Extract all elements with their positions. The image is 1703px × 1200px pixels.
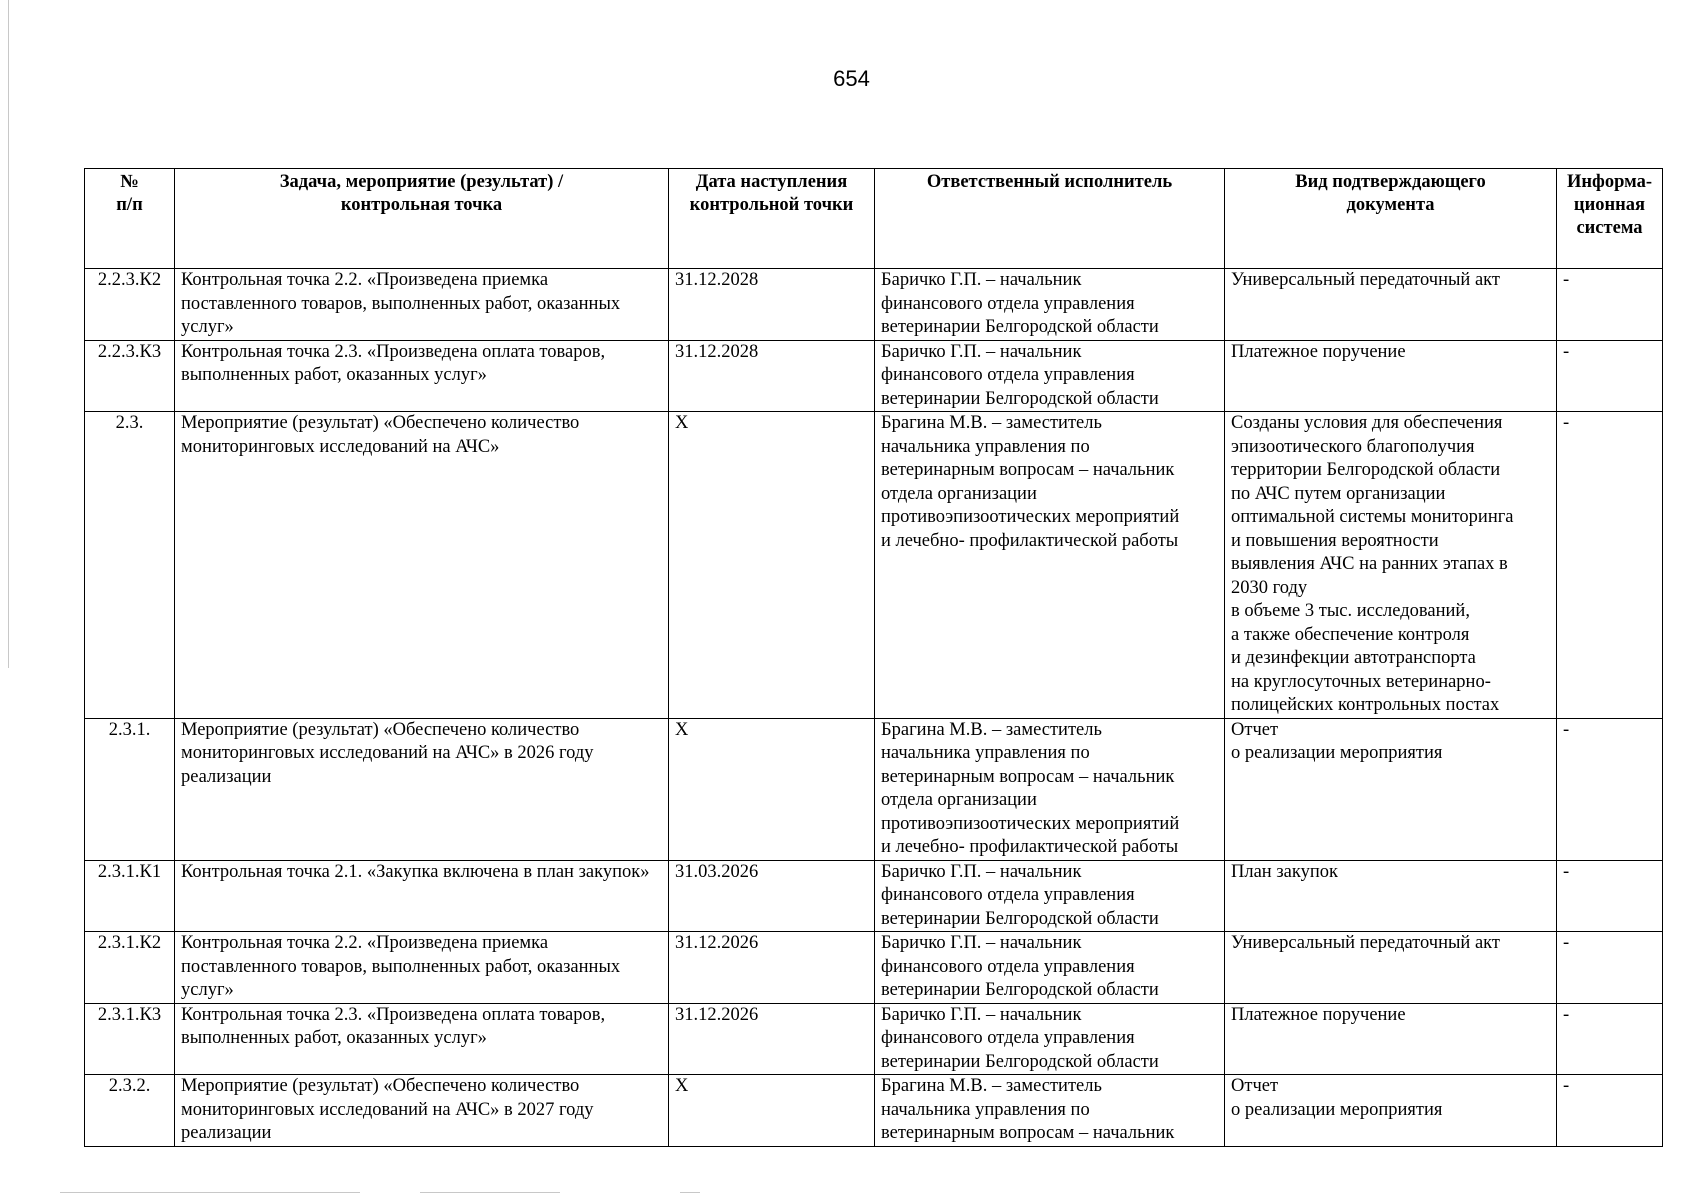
table-row (85, 412, 1663, 719)
row-responsible: Брагина М.В. – заместитель начальника управления по ветеринарным вопросам – начальник (875, 1075, 1225, 1147)
row-document: Универсальный передаточный акт (1225, 269, 1557, 341)
row-system: - (1557, 269, 1663, 341)
row-document: Платежное поручение (1225, 340, 1557, 412)
row-document: Отчет о реализации мероприятия (1225, 718, 1557, 860)
row-num: 2.3. (85, 412, 175, 719)
row-date: X (669, 1075, 875, 1147)
row-task: Мероприятие (результат) «Обеспечено количество мониторинговых исследований на АЧС» (175, 412, 669, 719)
page-number: 654 (833, 66, 870, 91)
row-num: 2.3.2. (85, 1075, 175, 1147)
row-responsible: Баричко Г.П. – начальник финансового отдела управления ветеринарии Белгородской области (875, 269, 1225, 341)
header-num: № п/п (85, 169, 175, 269)
row-document: Платежное поручение (1225, 1003, 1557, 1075)
row-responsible: Баричко Г.П. – начальник финансового отдела управления ветеринарии Белгородской области (875, 1003, 1225, 1075)
row-document: План закупок (1225, 860, 1557, 932)
row-num: 2.3.1.К2 (85, 932, 175, 1004)
table-row (85, 860, 1663, 932)
row-date: X (669, 718, 875, 860)
header-system: Информа- ционная система (1557, 169, 1663, 269)
header-document: Вид подтверждающего документа (1225, 169, 1557, 269)
row-system: - (1557, 1003, 1663, 1075)
row-system: - (1557, 412, 1663, 719)
row-system: - (1557, 860, 1663, 932)
row-responsible: Баричко Г.П. – начальник финансового отдела управления ветеринарии Белгородской области (875, 340, 1225, 412)
row-date: X (669, 412, 875, 719)
scan-edge-bottom-c (680, 1192, 700, 1193)
row-task: Контрольная точка 2.3. «Произведена оплата товаров, выполненных работ, оказанных услуг» (175, 1003, 669, 1075)
row-task: Контрольная точка 2.1. «Закупка включена в план закупок» (175, 860, 669, 932)
row-date: 31.12.2028 (669, 340, 875, 412)
row-document: Созданы условия для обеспечения эпизоотического благополучия территории Белгородской области по АЧС путем организации оптимальной системы мониторинга и повышения вероятности выявления АЧС на ранних этапах в 2030 году в объеме 3 тыс. исследований, а также обеспечение контроля и дезинфекции автотранспорта на круглосуточных ветеринарно- полицейских контрольных постах (1225, 412, 1557, 719)
row-document: Отчет о реализации мероприятия (1225, 1075, 1557, 1147)
row-date: 31.12.2026 (669, 932, 875, 1004)
row-num: 2.3.1.К3 (85, 1003, 175, 1075)
row-responsible: Баричко Г.П. – начальник финансового отдела управления ветеринарии Белгородской области (875, 860, 1225, 932)
row-task: Контрольная точка 2.2. «Произведена приемка поставленного товаров, выполненных работ, оказанных услуг» (175, 269, 669, 341)
row-date: 31.12.2026 (669, 1003, 875, 1075)
row-responsible: Баричко Г.П. – начальник финансового отдела управления ветеринарии Белгородской области (875, 932, 1225, 1004)
row-num: 2.3.1.К1 (85, 860, 175, 932)
scan-edge-bottom-b (420, 1192, 560, 1193)
header-row (85, 169, 1663, 269)
measures-table (84, 168, 1663, 1147)
row-task: Контрольная точка 2.2. «Произведена приемка поставленного товаров, выполненных работ, оказанных услуг» (175, 932, 669, 1004)
row-num: 2.2.3.К2 (85, 269, 175, 341)
row-date: 31.03.2026 (669, 860, 875, 932)
row-responsible: Брагина М.В. – заместитель начальника управления по ветеринарным вопросам – начальник отдела организации противоэпизоотических мероприятий и лечебно- профилактической работы (875, 412, 1225, 719)
table-row (85, 1003, 1663, 1075)
scan-edge-bottom-a (60, 1192, 360, 1193)
row-system: - (1557, 932, 1663, 1004)
header-date: Дата наступления контрольной точки (669, 169, 875, 269)
table-row (85, 340, 1663, 412)
row-system: - (1557, 340, 1663, 412)
table-row (85, 718, 1663, 860)
table-row (85, 1075, 1663, 1147)
row-system: - (1557, 1075, 1663, 1147)
table-row (85, 932, 1663, 1004)
row-document: Универсальный передаточный акт (1225, 932, 1557, 1004)
row-date: 31.12.2028 (669, 269, 875, 341)
row-system: - (1557, 718, 1663, 860)
table-row (85, 269, 1663, 341)
row-responsible: Брагина М.В. – заместитель начальника управления по ветеринарным вопросам – начальник отдела организации противоэпизоотических мероприятий и лечебно- профилактической работы (875, 718, 1225, 860)
header-task: Задача, мероприятие (результат) / контрольная точка (175, 169, 669, 269)
row-num: 2.2.3.К3 (85, 340, 175, 412)
row-num: 2.3.1. (85, 718, 175, 860)
row-task: Мероприятие (результат) «Обеспечено количество мониторинговых исследований на АЧС» в 2026 году реализации (175, 718, 669, 860)
header-responsible: Ответственный исполнитель (875, 169, 1225, 269)
row-task: Мероприятие (результат) «Обеспечено количество мониторинговых исследований на АЧС» в 2027 году реализации (175, 1075, 669, 1147)
row-task: Контрольная точка 2.3. «Произведена оплата товаров, выполненных работ, оказанных услуг» (175, 340, 669, 412)
scan-edge-left (8, 0, 9, 668)
